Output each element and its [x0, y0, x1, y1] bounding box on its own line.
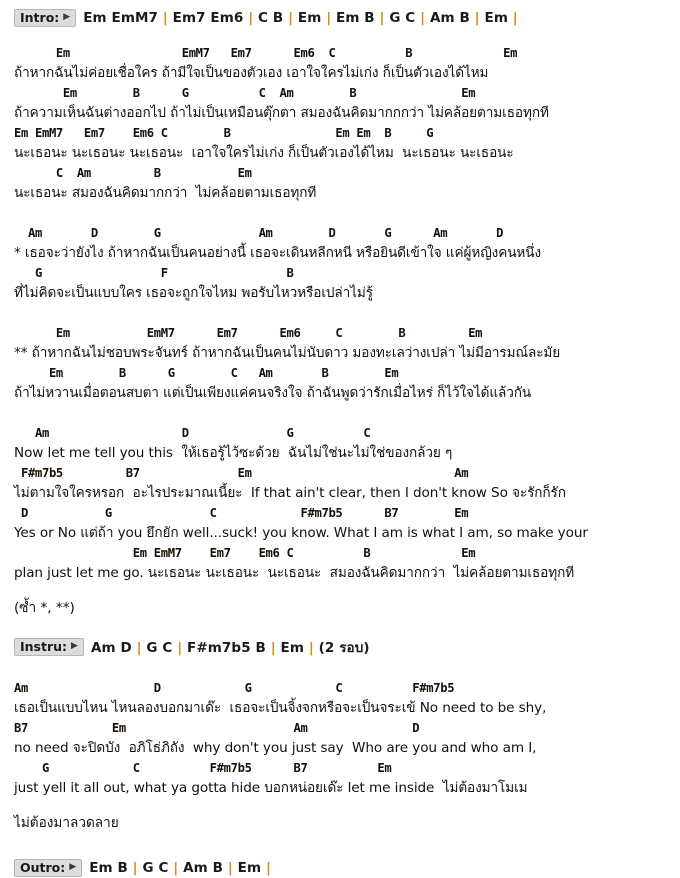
lyric-line: ไม่ตามใจใครหรอก อะไรประมาณเนี้ยะ If that ain't clear, then I don't know So จะรักก็รัก: [14, 485, 566, 501]
lyric-line: นะเธอนะ สมองฉันคิดมากกว่า ไม่คล้อยตามเธอทุกที: [14, 185, 317, 201]
chord-line: G F B: [14, 266, 294, 280]
verse-2: [14, 679, 680, 799]
chord-token: Em: [479, 10, 513, 26]
chord-line: Am D G Am D G Am D: [14, 226, 504, 240]
bar-separator: |: [177, 640, 183, 656]
spacer: [14, 304, 680, 324]
lyric-line: ถ้าหากฉันไม่ค่อยเชื่อใคร ถ้ามีใจเป็นของตัวเอง เอาใจใครไม่เก่ง ก็เป็นตัวเองได้ไหม: [14, 65, 489, 81]
play-triangle-icon: ▶: [69, 862, 77, 872]
chord-token: F#m7b5 B: [182, 640, 271, 656]
spacer: [14, 799, 680, 813]
bar-separator: |: [227, 860, 233, 876]
chord-line: Em B G C Am B Em: [14, 86, 476, 100]
bar-separator: |: [474, 10, 480, 26]
bar-separator: |: [379, 10, 385, 26]
chord-line: Em EmM7 Em7 Em6 C B Em Em B G: [14, 126, 434, 140]
chord-line: Em EmM7 Em7 Em6 C B Em: [14, 326, 483, 340]
bar-separator: |: [512, 10, 518, 26]
chord-token: Em7 Em6: [167, 10, 249, 26]
play-triangle-icon: ▶: [71, 641, 78, 651]
bar-separator: |: [173, 860, 179, 876]
chord-token: Am B: [178, 860, 228, 876]
chord-line: Em EmM7 Em7 Em6 C B Em: [14, 46, 518, 60]
bar-separator: |: [162, 10, 168, 26]
lyric-line: * เธอจะว่ายังไง ถ้าหากฉันเป็นคนอย่างนี้ เธอจะเดินหลีกหนี หรือยินดีเข้าใจ แค่ผู้หญิงคนหนึ่ง: [14, 245, 541, 261]
lyric-line: เธอเป็นแบบไหน ไหนลองบอกมาเด๊ะ เธอจะเป็นจิ้งจกหรือจะเป็นจระเข้ No need to be shy,: [14, 700, 547, 716]
lyric-line: just yell it all out, what ya gotta hide บอกหน่อยเด๊ะ let me inside ไม่ต้องมาโมเม: [14, 780, 528, 796]
section-label-instru-text: Instru:: [20, 639, 68, 654]
bar-separator: |: [308, 640, 314, 656]
repeat-marker: (ซ้ำ *, **): [14, 600, 75, 616]
lyric-line: ** ถ้าหากฉันไม่ชอบพระจันทร์ ถ้าหากฉันเป็นคนไม่นับดาว มองทะเลว่างเปล่า ไม่มีอารมณ์ละมัย: [14, 345, 561, 361]
chord-line: Am D G C: [14, 426, 371, 440]
bar-separator: |: [288, 10, 294, 26]
instru-progression: [91, 636, 370, 658]
bar-separator: |: [248, 10, 254, 26]
bar-separator: |: [270, 640, 276, 656]
spacer: [14, 659, 680, 679]
chorus-2: [14, 324, 680, 404]
spacer: [14, 584, 680, 598]
chord-token: (2 รอบ): [313, 640, 370, 656]
chord-token: G C: [141, 640, 178, 656]
lyric-line: ถ้าไม่หวานเมื่อตอนสบตา แต่เป็นเพียงแค่คนจริงใจ ถ้าฉันพูดว่ารักเมื่อไหร่ ก็ไว้ใจได้แล้วกัน: [14, 385, 532, 401]
chorus-1: [14, 224, 680, 304]
chord-token: G C: [137, 860, 174, 876]
section-instru: [14, 637, 680, 657]
chord-line: G C F#m7b5 B7 Em: [14, 761, 392, 775]
chord-line: D G C F#m7b5 B7 Em: [14, 506, 469, 520]
intro-progression: [83, 10, 518, 26]
chord-line: F#m7b5 B7 Em Am: [14, 466, 469, 480]
bar-separator: |: [265, 860, 271, 876]
chord-token: Em B: [331, 10, 380, 26]
chord-token: Em: [275, 640, 309, 656]
chord-token: G C: [384, 10, 421, 26]
chord-line: Am D G C F#m7b5: [14, 681, 455, 695]
chord-line: Em B G C Am B Em: [14, 366, 399, 380]
section-label-outro[interactable]: [14, 859, 82, 877]
outro-progression: [89, 860, 271, 876]
bar-separator: |: [420, 10, 426, 26]
play-triangle-icon: ▶: [63, 12, 71, 22]
section-intro: [14, 8, 680, 28]
lyric-line: ที่ไม่คิดจะเป็นแบบใคร เธอจะถูกใจไหม พอรับไหวหรือเปล่าไม่รู้: [14, 285, 373, 301]
spacer: [14, 30, 680, 44]
lyric-line: Yes or No แต่ถ้า you ยึกยัก well...suck! you know. What I am is what I am, so make your: [14, 525, 588, 541]
spacer: [14, 619, 680, 633]
chord-token: Em: [293, 10, 327, 26]
lyric-line: plan just let me go. นะเธอนะ นะเธอนะ นะเธอนะ สมองฉันคิดมากกว่า ไม่คล้อยตามเธอทุกที: [14, 565, 575, 581]
lyric-line: นะเธอนะ นะเธอนะ นะเธอนะ เอาใจใครไม่เก่ง ก็เป็นตัวเองได้ไหม นะเธอนะ นะเธอนะ: [14, 145, 514, 161]
spacer: [14, 834, 680, 854]
verse-2-tail: ไม่ต้องมาลวดลาย: [14, 815, 119, 831]
chord-token: Am B: [425, 10, 475, 26]
lyric-line: Now let me tell you this ให้เธอรู้ไว้ซะด้วย ฉันไม่ใช่นะไม่ใช่ของกล้วย ๆ: [14, 445, 453, 461]
bar-separator: |: [326, 10, 332, 26]
section-label-intro-text: Intro:: [20, 10, 60, 25]
chord-line: Em EmM7 Em7 Em6 C B Em: [14, 546, 476, 560]
chord-token: Em B: [89, 860, 133, 876]
section-outro: [14, 858, 680, 878]
chord-token: C B: [253, 10, 289, 26]
bar-separator: |: [136, 640, 142, 656]
verse-1: [14, 44, 680, 204]
chord-token: Am D: [90, 640, 137, 656]
section-label-instru[interactable]: [14, 638, 84, 656]
lyric-line: no need จะปิดบัง อภิโธ่ภิถัง why don't you just say Who are you and who am I,: [14, 740, 537, 756]
lyric-line: ถ้าความเห็นฉันต่างออกไป ถ้าไม่เป็นเหมือนตุ๊กตา สมองฉันคิดมากกกว่า ไม่คล้อยตามเธอทุกที: [14, 105, 549, 121]
section-label-outro-text: Outro:: [20, 860, 66, 875]
spacer: [14, 204, 680, 224]
chord-line: B7 Em Am D: [14, 721, 420, 735]
bridge: [14, 424, 680, 584]
chord-token: Em: [232, 860, 266, 876]
bar-separator: |: [132, 860, 138, 876]
section-label-intro[interactable]: [14, 9, 76, 27]
chord-token: Em EmM7: [83, 10, 163, 26]
chord-line: C Am B Em: [14, 166, 252, 180]
spacer: [14, 404, 680, 424]
